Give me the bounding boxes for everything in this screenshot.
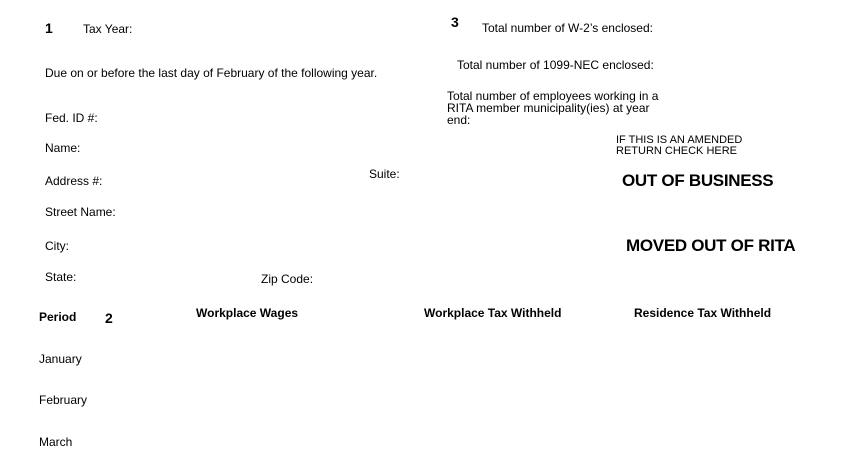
workplace-wages-column-header: Workplace Wages bbox=[196, 306, 299, 320]
amended-label-line2: RETURN CHECK HERE bbox=[616, 145, 738, 157]
amended-return-checkbox[interactable] bbox=[745, 138, 761, 154]
employees-count-label bbox=[447, 90, 658, 126]
city-field[interactable] bbox=[78, 237, 378, 253]
month-march-label: March bbox=[39, 435, 73, 449]
name-field[interactable] bbox=[85, 139, 385, 155]
street-name-field[interactable] bbox=[118, 203, 418, 219]
february-workplace-tax-field[interactable] bbox=[410, 391, 560, 407]
workplace-tax-column-header: Workplace Tax Withheld bbox=[424, 306, 562, 320]
section-3-number: 3 bbox=[451, 14, 459, 30]
employees-label-line2: RITA member municipality(ies) at year bbox=[447, 101, 650, 115]
residence-tax-column-header: Residence Tax Withheld bbox=[634, 306, 772, 320]
period-column-header: Period bbox=[39, 310, 77, 324]
january-workplace-tax-field[interactable] bbox=[410, 350, 560, 366]
march-residence-tax-field[interactable] bbox=[620, 433, 770, 449]
month-february-label: February bbox=[39, 393, 88, 407]
zip-code-label: Zip Code: bbox=[261, 272, 314, 286]
street-name-label: Street Name: bbox=[45, 205, 116, 219]
amended-return-label bbox=[616, 135, 742, 157]
march-workplace-tax-field[interactable] bbox=[410, 433, 560, 449]
zip-code-field[interactable] bbox=[318, 270, 458, 286]
nec-count-field[interactable] bbox=[650, 56, 770, 72]
january-workplace-wages-field[interactable] bbox=[180, 350, 330, 366]
w2-count-field[interactable] bbox=[650, 19, 770, 35]
month-january-label: January bbox=[39, 352, 82, 366]
fed-id-label: Fed. ID #: bbox=[45, 111, 98, 125]
state-label: State: bbox=[45, 270, 77, 284]
state-field[interactable] bbox=[80, 268, 240, 284]
city-label: City: bbox=[45, 239, 69, 253]
due-date-note: Due on or before the last day of February of the following year. bbox=[45, 66, 378, 80]
employees-label-line3: end: bbox=[447, 113, 471, 127]
nec-count-label: Total number of 1099-NEC enclosed: bbox=[457, 58, 654, 72]
address-number-label: Address #: bbox=[45, 174, 103, 188]
january-residence-tax-field[interactable] bbox=[620, 350, 770, 366]
employees-label-line1: Total number of employees working in a bbox=[447, 89, 659, 103]
february-residence-tax-field[interactable] bbox=[620, 391, 770, 407]
suite-label: Suite: bbox=[369, 167, 400, 181]
tax-year-label: Tax Year: bbox=[83, 22, 133, 36]
moved-out-of-rita-label: MOVED OUT OF RITA bbox=[626, 236, 796, 255]
w2-count-label: Total number of W-2’s enclosed: bbox=[482, 21, 653, 35]
section-2-number: 2 bbox=[105, 310, 113, 326]
out-of-business-checkbox[interactable] bbox=[778, 172, 794, 188]
out-of-business-label: OUT OF BUSINESS bbox=[622, 171, 774, 190]
employees-count-field[interactable] bbox=[650, 100, 770, 116]
amended-label-line1: IF THIS IS AN AMENDED bbox=[616, 134, 743, 146]
february-workplace-wages-field[interactable] bbox=[180, 391, 330, 407]
fed-id-field[interactable] bbox=[105, 109, 365, 125]
section-1-number: 1 bbox=[45, 20, 53, 36]
moved-out-of-rita-checkbox[interactable] bbox=[778, 237, 794, 253]
address-number-field[interactable] bbox=[105, 172, 355, 188]
suite-field[interactable] bbox=[405, 165, 525, 181]
march-workplace-wages-field[interactable] bbox=[180, 433, 330, 449]
tax-year-field[interactable] bbox=[140, 20, 280, 36]
name-label: Name: bbox=[45, 141, 81, 155]
